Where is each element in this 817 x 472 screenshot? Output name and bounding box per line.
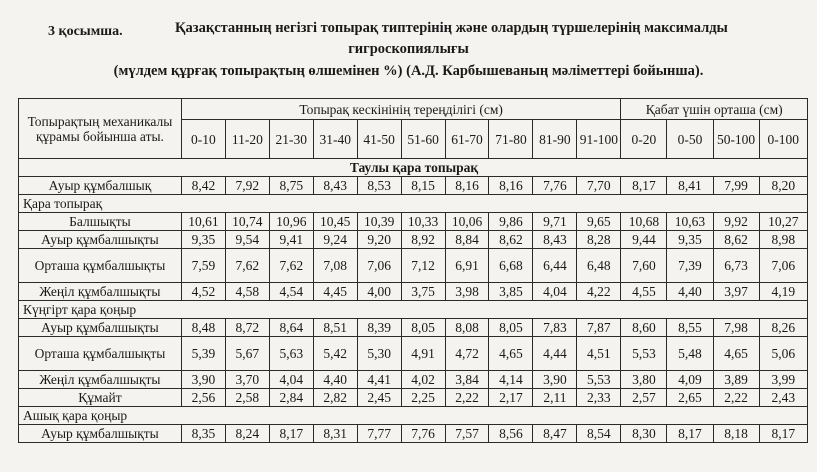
value-cell: 9,86 (489, 213, 533, 231)
value-cell: 4,02 (401, 371, 445, 389)
value-cell: 2,58 (225, 389, 269, 407)
value-cell: 3,98 (445, 283, 489, 301)
value-cell: 9,41 (269, 231, 313, 249)
section-header-row (19, 159, 808, 177)
value-cell: 5,30 (357, 337, 401, 371)
value-cell: 3,84 (445, 371, 489, 389)
value-cell: 2,25 (401, 389, 445, 407)
value-cell: 7,57 (445, 425, 489, 443)
value-cell: 7,76 (401, 425, 445, 443)
value-cell: 10,63 (667, 213, 713, 231)
value-cell: 4,22 (577, 283, 621, 301)
value-cell: 7,83 (533, 319, 577, 337)
soil-texture-name: Ауыр құмбалшық (19, 177, 182, 195)
depth-column-header: 0-10 (181, 120, 225, 159)
value-cell: 6,48 (577, 249, 621, 283)
value-cell: 2,22 (713, 389, 759, 407)
value-cell: 7,87 (577, 319, 621, 337)
value-cell: 8,48 (181, 319, 225, 337)
section-title: Қара топырақ (19, 195, 808, 213)
table-row (19, 249, 808, 283)
value-cell: 5,53 (577, 371, 621, 389)
subtitle: (мүлдем құрғақ топырақтың өлшемінен %) (А.Д. Карбышеваның мәліметтері бойынша). (113, 63, 704, 79)
value-cell: 9,65 (577, 213, 621, 231)
value-cell: 8,35 (181, 425, 225, 443)
depth-column-header: 91-100 (577, 120, 621, 159)
value-cell: 8,31 (313, 425, 357, 443)
value-cell: 4,14 (489, 371, 533, 389)
average-column-header: 50-100 (713, 120, 759, 159)
value-cell: 3,90 (533, 371, 577, 389)
value-cell: 4,04 (533, 283, 577, 301)
value-cell: 8,28 (577, 231, 621, 249)
value-cell: 4,40 (667, 283, 713, 301)
value-cell: 5,48 (667, 337, 713, 371)
value-cell: 8,20 (759, 177, 807, 195)
value-cell: 10,96 (269, 213, 313, 231)
value-cell: 8,98 (759, 231, 807, 249)
title-line-1: Қазақстанның негізгі топырақ типтерінің және олардың түршелерінің максималды (175, 20, 728, 36)
value-cell: 9,35 (181, 231, 225, 249)
value-cell: 4,09 (667, 371, 713, 389)
table-row (19, 319, 808, 337)
value-cell: 2,43 (759, 389, 807, 407)
value-cell: 8,72 (225, 319, 269, 337)
value-cell: 7,99 (713, 177, 759, 195)
section-title: Таулы қара топырақ (19, 159, 808, 177)
value-cell: 8,62 (713, 231, 759, 249)
value-cell: 3,85 (489, 283, 533, 301)
value-cell: 7,08 (313, 249, 357, 283)
depth-group-header: Топырақ кескінінің тереңділігі (см) (181, 99, 620, 120)
value-cell: 4,04 (269, 371, 313, 389)
value-cell: 3,90 (181, 371, 225, 389)
value-cell: 2,22 (445, 389, 489, 407)
value-cell: 5,42 (313, 337, 357, 371)
value-cell: 4,72 (445, 337, 489, 371)
value-cell: 2,82 (313, 389, 357, 407)
section-header-row (19, 407, 808, 425)
name-column-header: Топырақтың механикалы құрамы бойынша аты. (19, 99, 182, 159)
soil-texture-name: Жеңіл құмбалшықты (19, 283, 182, 301)
value-cell: 7,06 (759, 249, 807, 283)
value-cell: 4,54 (269, 283, 313, 301)
value-cell: 4,00 (357, 283, 401, 301)
value-cell: 7,70 (577, 177, 621, 195)
value-cell: 4,44 (533, 337, 577, 371)
value-cell: 4,55 (621, 283, 667, 301)
value-cell: 4,40 (313, 371, 357, 389)
value-cell: 8,43 (313, 177, 357, 195)
value-cell: 8,47 (533, 425, 577, 443)
value-cell: 8,54 (577, 425, 621, 443)
value-cell: 5,39 (181, 337, 225, 371)
value-cell: 5,53 (621, 337, 667, 371)
value-cell: 10,74 (225, 213, 269, 231)
soil-texture-name: Орташа құмбалшықты (19, 249, 182, 283)
depth-column-header: 21-30 (269, 120, 313, 159)
value-cell: 7,60 (621, 249, 667, 283)
value-cell: 7,62 (225, 249, 269, 283)
value-cell: 3,70 (225, 371, 269, 389)
value-cell: 8,17 (667, 425, 713, 443)
average-column-header: 0-50 (667, 120, 713, 159)
value-cell: 4,65 (489, 337, 533, 371)
value-cell: 9,24 (313, 231, 357, 249)
depth-column-header: 11-20 (225, 120, 269, 159)
value-cell: 8,15 (401, 177, 445, 195)
value-cell: 10,39 (357, 213, 401, 231)
value-cell: 8,42 (181, 177, 225, 195)
value-cell: 9,44 (621, 231, 667, 249)
value-cell: 10,68 (621, 213, 667, 231)
value-cell: 6,44 (533, 249, 577, 283)
soil-texture-name: Орташа құмбалшықты (19, 337, 182, 371)
value-cell: 8,53 (357, 177, 401, 195)
title-line-2: гигроскопиялығы (348, 41, 469, 57)
value-cell: 2,11 (533, 389, 577, 407)
value-cell: 10,45 (313, 213, 357, 231)
value-cell: 8,24 (225, 425, 269, 443)
value-cell: 8,84 (445, 231, 489, 249)
appendix-label: 3 қосымша. (48, 24, 123, 39)
value-cell: 8,05 (401, 319, 445, 337)
hygroscopicity-table (18, 98, 808, 443)
value-cell: 10,27 (759, 213, 807, 231)
value-cell: 4,58 (225, 283, 269, 301)
value-cell: 8,51 (313, 319, 357, 337)
value-cell: 7,98 (713, 319, 759, 337)
value-cell: 10,61 (181, 213, 225, 231)
value-cell: 8,16 (445, 177, 489, 195)
value-cell: 4,65 (713, 337, 759, 371)
value-cell: 8,60 (621, 319, 667, 337)
table-row (19, 389, 808, 407)
average-column-header: 0-100 (759, 120, 807, 159)
value-cell: 3,99 (759, 371, 807, 389)
value-cell: 2,57 (621, 389, 667, 407)
soil-texture-name: Ауыр құмбалшықты (19, 425, 182, 443)
value-cell: 5,06 (759, 337, 807, 371)
value-cell: 9,71 (533, 213, 577, 231)
value-cell: 7,59 (181, 249, 225, 283)
section-title: Күңгірт қара қоңыр (19, 301, 808, 319)
value-cell: 9,35 (667, 231, 713, 249)
value-cell: 7,92 (225, 177, 269, 195)
value-cell: 5,63 (269, 337, 313, 371)
depth-column-header: 41-50 (357, 120, 401, 159)
value-cell: 2,84 (269, 389, 313, 407)
value-cell: 8,17 (621, 177, 667, 195)
value-cell: 8,16 (489, 177, 533, 195)
value-cell: 7,12 (401, 249, 445, 283)
soil-texture-name: Жеңіл құмбалшықты (19, 371, 182, 389)
value-cell: 5,67 (225, 337, 269, 371)
value-cell: 8,55 (667, 319, 713, 337)
value-cell: 6,73 (713, 249, 759, 283)
value-cell: 2,17 (489, 389, 533, 407)
depth-column-header: 51-60 (401, 120, 445, 159)
table-row (19, 283, 808, 301)
value-cell: 3,80 (621, 371, 667, 389)
value-cell: 8,92 (401, 231, 445, 249)
value-cell: 7,77 (357, 425, 401, 443)
value-cell: 4,19 (759, 283, 807, 301)
value-cell: 4,41 (357, 371, 401, 389)
value-cell: 8,17 (759, 425, 807, 443)
value-cell: 7,06 (357, 249, 401, 283)
value-cell: 10,33 (401, 213, 445, 231)
value-cell: 8,18 (713, 425, 759, 443)
value-cell: 7,39 (667, 249, 713, 283)
value-cell: 2,65 (667, 389, 713, 407)
value-cell: 9,20 (357, 231, 401, 249)
soil-texture-name: Құмайт (19, 389, 182, 407)
value-cell: 6,91 (445, 249, 489, 283)
value-cell: 6,68 (489, 249, 533, 283)
document-header (0, 0, 817, 86)
value-cell: 8,43 (533, 231, 577, 249)
value-cell: 2,56 (181, 389, 225, 407)
value-cell: 4,91 (401, 337, 445, 371)
section-title: Ашық қара қоңыр (19, 407, 808, 425)
value-cell: 8,56 (489, 425, 533, 443)
depth-column-header: 31-40 (313, 120, 357, 159)
section-header-row (19, 195, 808, 213)
value-cell: 7,62 (269, 249, 313, 283)
value-cell: 9,92 (713, 213, 759, 231)
value-cell: 8,26 (759, 319, 807, 337)
value-cell: 8,39 (357, 319, 401, 337)
value-cell: 2,45 (357, 389, 401, 407)
soil-texture-name: Ауыр құмбалшықты (19, 231, 182, 249)
table-row (19, 213, 808, 231)
value-cell: 7,76 (533, 177, 577, 195)
average-group-header: Қабат үшін орташа (см) (621, 99, 808, 120)
value-cell: 3,89 (713, 371, 759, 389)
average-column-header: 0-20 (621, 120, 667, 159)
value-cell: 9,54 (225, 231, 269, 249)
value-cell: 3,75 (401, 283, 445, 301)
value-cell: 8,75 (269, 177, 313, 195)
depth-column-header: 61-70 (445, 120, 489, 159)
table-row (19, 337, 808, 371)
soil-texture-name: Балшықты (19, 213, 182, 231)
value-cell: 10,06 (445, 213, 489, 231)
section-header-row (19, 301, 808, 319)
depth-column-header: 81-90 (533, 120, 577, 159)
value-cell: 2,33 (577, 389, 621, 407)
table-row (19, 231, 808, 249)
value-cell: 8,41 (667, 177, 713, 195)
table-row (19, 425, 808, 443)
value-cell: 4,51 (577, 337, 621, 371)
depth-column-header: 71-80 (489, 120, 533, 159)
value-cell: 3,97 (713, 283, 759, 301)
soil-texture-name: Ауыр құмбалшықты (19, 319, 182, 337)
value-cell: 8,62 (489, 231, 533, 249)
value-cell: 8,30 (621, 425, 667, 443)
value-cell: 8,08 (445, 319, 489, 337)
value-cell: 4,45 (313, 283, 357, 301)
value-cell: 4,52 (181, 283, 225, 301)
table-row (19, 371, 808, 389)
value-cell: 8,64 (269, 319, 313, 337)
value-cell: 8,05 (489, 319, 533, 337)
value-cell: 8,17 (269, 425, 313, 443)
table-row (19, 177, 808, 195)
